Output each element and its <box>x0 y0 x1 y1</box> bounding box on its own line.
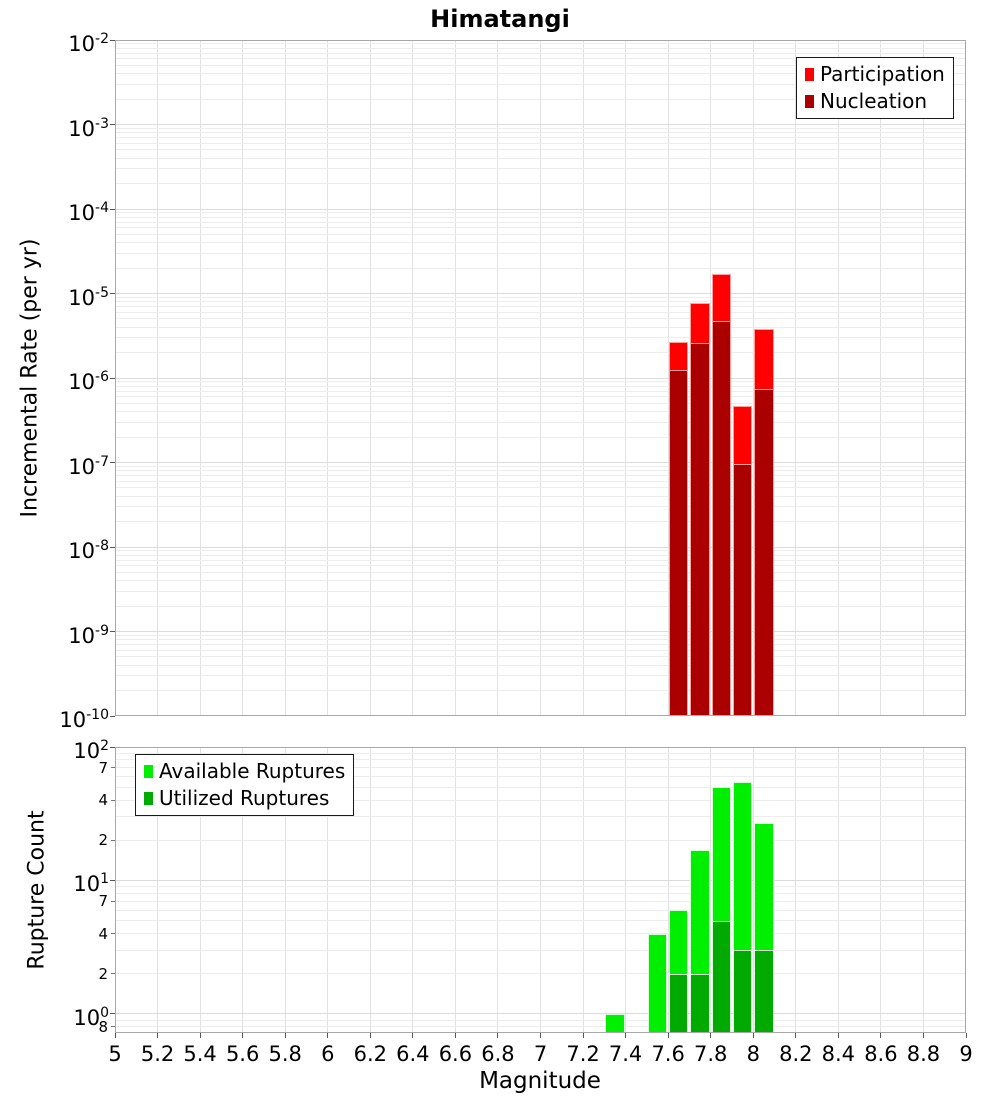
y-tick-mark <box>110 209 115 210</box>
y-minor-tick-label: 8 <box>98 1017 108 1036</box>
gridline-horizontal <box>115 487 966 488</box>
gridline-horizontal <box>115 209 966 210</box>
gridline-vertical <box>412 747 413 1033</box>
x-tick-mark <box>540 1033 541 1038</box>
gridline-horizontal <box>115 306 966 307</box>
gridline-horizontal <box>115 158 966 159</box>
gridline-vertical <box>880 747 881 1033</box>
y-minor-tick-label: 2 <box>98 964 108 983</box>
x-tick-mark <box>838 1033 839 1038</box>
gridline-horizontal <box>115 132 966 133</box>
bar-nucleation <box>733 464 752 716</box>
x-tick-mark <box>327 1033 328 1038</box>
gridline-vertical <box>795 747 796 1033</box>
y-tick-mark <box>110 747 115 748</box>
x-tick-label: 6 <box>321 1042 335 1066</box>
bar-available-ruptures <box>648 934 667 1033</box>
gridline-horizontal <box>115 466 966 467</box>
y-minor-tick-label: 7 <box>98 758 108 777</box>
legend-label: Nucleation <box>820 89 928 113</box>
gridline-horizontal <box>115 183 966 184</box>
gridline-horizontal <box>115 635 966 636</box>
gridline-horizontal <box>115 381 966 382</box>
gridline-horizontal <box>115 312 966 313</box>
bar-available-ruptures <box>605 1014 624 1033</box>
gridline-horizontal <box>115 591 966 592</box>
x-tick-mark <box>412 1033 413 1038</box>
legend-item-participation <box>805 61 945 88</box>
y-tick-label: $10^{-8}$ <box>68 538 109 563</box>
x-tick-mark <box>285 1033 286 1038</box>
y-tick-label: $10^{-9}$ <box>68 622 109 648</box>
y-tick-mark <box>110 716 115 717</box>
bar-utilized-ruptures <box>754 950 773 1033</box>
gridline-horizontal <box>115 128 966 129</box>
x-tick-label: 7.2 <box>566 1042 600 1066</box>
gridline-horizontal <box>115 53 966 54</box>
y-tick-mark <box>110 124 115 125</box>
gridline-horizontal <box>115 481 966 482</box>
gridline-horizontal <box>115 560 966 561</box>
gridline-horizontal <box>115 639 966 640</box>
chart-title: Himatangi <box>430 5 570 33</box>
bar-utilized-ruptures <box>669 974 688 1033</box>
x-tick-label: 6.4 <box>396 1042 430 1066</box>
gridline-horizontal <box>115 880 966 881</box>
gridline-horizontal <box>115 403 966 404</box>
x-tick-label: 6.2 <box>353 1042 387 1066</box>
y-tick-mark <box>111 840 115 841</box>
gridline-horizontal <box>115 352 966 353</box>
gridline-horizontal <box>115 143 966 144</box>
x-tick-mark <box>455 1033 456 1038</box>
gridline-horizontal <box>115 606 966 607</box>
x-tick-mark <box>753 1033 754 1038</box>
y-tick-mark <box>111 933 115 934</box>
gridline-horizontal <box>115 327 966 328</box>
utilized-ruptures-swatch-icon <box>144 792 153 805</box>
gridline-horizontal <box>115 572 966 573</box>
y-tick-mark <box>111 1026 115 1027</box>
gridline-horizontal <box>115 268 966 269</box>
gridline-horizontal <box>115 950 966 951</box>
y-tick-mark <box>110 547 115 548</box>
x-tick-mark <box>242 1033 243 1038</box>
x-tick-mark <box>370 1033 371 1038</box>
gridline-horizontal <box>115 816 966 817</box>
gridline-horizontal <box>115 650 966 651</box>
gridline-horizontal <box>115 886 966 887</box>
x-tick-mark <box>497 1033 498 1038</box>
y-tick-label: $10^{-3}$ <box>68 115 109 141</box>
y-axis-title-incremental-rate: Incremental Rate (per yr) <box>17 238 43 518</box>
gridline-horizontal <box>115 973 966 974</box>
bar-nucleation <box>712 321 731 716</box>
x-tick-label: 7.6 <box>651 1042 685 1066</box>
gridline-horizontal <box>115 422 966 423</box>
y-tick-label: $10^2$ <box>73 738 109 763</box>
gridline-horizontal <box>115 43 966 44</box>
y-axis-title-rupture-count: Rupture Count <box>24 810 50 970</box>
gridline-horizontal <box>115 1020 966 1021</box>
gridline-horizontal <box>115 1013 966 1014</box>
gridline-horizontal <box>115 386 966 387</box>
gridline-horizontal <box>115 149 966 150</box>
gridline-vertical <box>370 747 371 1033</box>
y-minor-tick-label: 4 <box>98 924 108 943</box>
y-tick-mark <box>110 1013 115 1014</box>
gridline-horizontal <box>115 565 966 566</box>
x-tick-label: 8.6 <box>864 1042 898 1066</box>
x-tick-mark <box>115 1033 116 1038</box>
x-tick-label: 5.4 <box>183 1042 217 1066</box>
gridline-horizontal <box>115 675 966 676</box>
gridline-horizontal <box>115 318 966 319</box>
x-axis-title-magnitude: Magnitude <box>479 1068 601 1094</box>
bar-utilized-ruptures <box>733 950 752 1033</box>
gridline-horizontal <box>115 656 966 657</box>
y-tick-mark <box>111 901 115 902</box>
gridline-horizontal <box>115 293 966 294</box>
x-tick-label: 6.8 <box>481 1042 515 1066</box>
y-tick-label: $10^{-5}$ <box>68 284 109 310</box>
x-tick-label: 7.4 <box>608 1042 643 1066</box>
legend-label: Available Ruptures <box>159 759 346 783</box>
bar-nucleation <box>690 343 709 716</box>
gridline-horizontal <box>115 337 966 338</box>
available-ruptures-swatch-icon <box>144 765 153 778</box>
gridline-horizontal <box>115 893 966 894</box>
gridline-horizontal <box>115 470 966 471</box>
legend-rate <box>796 57 954 119</box>
x-tick-mark <box>710 1033 711 1038</box>
gridline-horizontal <box>115 253 966 254</box>
x-tick-label: 6.6 <box>438 1042 473 1066</box>
gridline-horizontal <box>115 391 966 392</box>
x-tick-label: 7 <box>533 1042 548 1066</box>
y-tick-label: $10^{-4}$ <box>68 200 109 225</box>
x-tick-mark <box>880 1033 881 1038</box>
y-tick-mark <box>111 973 115 974</box>
y-minor-tick-label: 7 <box>98 892 108 911</box>
gridline-horizontal <box>115 580 966 581</box>
gridline-horizontal <box>115 521 966 522</box>
y-minor-tick-label: 4 <box>98 791 108 810</box>
gridline-horizontal <box>115 475 966 476</box>
gridline-horizontal <box>115 550 966 551</box>
bar-nucleation <box>669 370 688 716</box>
x-tick-label: 5.6 <box>225 1042 260 1066</box>
gridline-horizontal <box>115 168 966 169</box>
gridline-horizontal <box>115 901 966 902</box>
gridline-vertical <box>540 747 541 1033</box>
gridline-horizontal <box>115 48 966 49</box>
x-tick-label: 8.4 <box>821 1042 856 1066</box>
x-tick-label: 9 <box>959 1042 973 1066</box>
gridline-horizontal <box>115 1026 966 1027</box>
gridline-horizontal <box>115 378 966 379</box>
gridline-horizontal <box>115 301 966 302</box>
x-tick-mark <box>668 1033 669 1038</box>
y-tick-label: $10^{-10}$ <box>59 707 109 732</box>
x-tick-label: 5.2 <box>140 1042 175 1066</box>
legend-label: Utilized Ruptures <box>159 786 330 810</box>
y-tick-mark <box>110 462 115 463</box>
gridline-horizontal <box>115 506 966 507</box>
gridline-horizontal <box>115 933 966 934</box>
x-tick-label: 8.8 <box>906 1042 941 1066</box>
y-tick-mark <box>111 767 115 768</box>
x-tick-label: 5 <box>108 1042 122 1066</box>
x-tick-mark <box>795 1033 796 1038</box>
gridline-horizontal <box>115 297 966 298</box>
legend-item-nucleation <box>805 88 945 115</box>
gridline-horizontal <box>115 644 966 645</box>
y-tick-mark <box>110 631 115 632</box>
gridline-horizontal <box>115 496 966 497</box>
x-tick-label: 8.2 <box>779 1042 813 1066</box>
participation-swatch-icon <box>805 68 814 81</box>
x-tick-mark <box>157 1033 158 1038</box>
x-tick-mark <box>625 1033 626 1038</box>
legend-ruptures <box>135 754 354 816</box>
gridline-horizontal <box>115 462 966 463</box>
gridline-vertical <box>625 747 626 1033</box>
legend-label: Participation <box>820 62 945 86</box>
nucleation-swatch-icon <box>805 95 814 108</box>
gridline-horizontal <box>115 227 966 228</box>
x-tick-label: 8 <box>746 1042 760 1066</box>
gridline-horizontal <box>115 222 966 223</box>
y-tick-label: $10^0$ <box>73 1004 109 1030</box>
gridline-horizontal <box>115 547 966 548</box>
gridline-vertical <box>497 747 498 1033</box>
y-tick-mark <box>110 40 115 41</box>
gridline-horizontal <box>115 665 966 666</box>
gridline-horizontal <box>115 411 966 412</box>
y-tick-mark <box>110 880 115 881</box>
y-tick-label: $10^{-7}$ <box>68 453 109 479</box>
gridline-horizontal <box>115 217 966 218</box>
gridline-vertical <box>455 747 456 1033</box>
gridline-horizontal <box>115 212 966 213</box>
x-tick-mark <box>923 1033 924 1038</box>
y-minor-tick-label: 2 <box>98 831 108 850</box>
gridline-horizontal <box>115 234 966 235</box>
gridline-horizontal <box>115 920 966 921</box>
gridline-horizontal <box>115 137 966 138</box>
gridline-horizontal <box>115 124 966 125</box>
x-tick-mark <box>583 1033 584 1038</box>
bar-utilized-ruptures <box>690 974 709 1033</box>
gridline-horizontal <box>115 840 966 841</box>
gridline-horizontal <box>115 910 966 911</box>
legend-item-utilized-ruptures <box>144 785 345 812</box>
y-tick-label: $10^{-2}$ <box>68 31 109 56</box>
x-tick-mark <box>966 1033 967 1038</box>
gridline-vertical <box>583 747 584 1033</box>
bar-utilized-ruptures <box>712 921 731 1033</box>
y-tick-label: $10^1$ <box>73 871 109 897</box>
gridline-vertical <box>923 747 924 1033</box>
gridline-horizontal <box>115 555 966 556</box>
gridline-horizontal <box>115 242 966 243</box>
y-tick-mark <box>111 800 115 801</box>
gridline-horizontal <box>115 437 966 438</box>
x-tick-label: 7.8 <box>693 1042 728 1066</box>
gridline-horizontal <box>115 631 966 632</box>
gridline-horizontal <box>115 690 966 691</box>
x-tick-mark <box>200 1033 201 1038</box>
legend-item-available-ruptures <box>144 758 345 785</box>
y-tick-mark <box>110 293 115 294</box>
bar-nucleation <box>754 389 773 716</box>
y-tick-label: $10^{-6}$ <box>68 369 109 394</box>
x-tick-label: 5.8 <box>268 1042 302 1066</box>
gridline-vertical <box>838 747 839 1033</box>
gridline-horizontal <box>115 396 966 397</box>
y-tick-mark <box>110 378 115 379</box>
